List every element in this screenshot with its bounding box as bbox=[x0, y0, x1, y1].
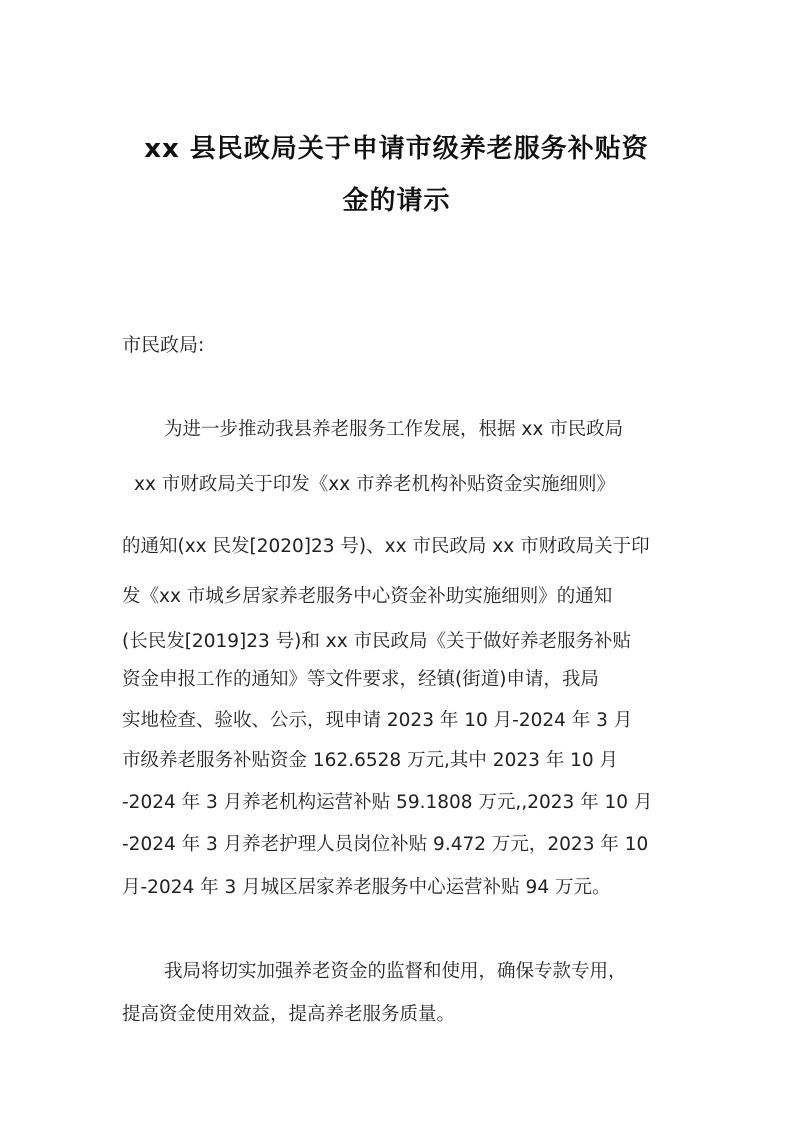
paragraph-line: 市级养老服务补贴资金 162.6528 万元,其中 2023 年 10 月 bbox=[122, 750, 619, 771]
document-title-line-2: 金的请示 bbox=[342, 186, 451, 216]
paragraph-line: -2024 年 3 月养老护理人员岗位补贴 9.472 万元，2023 年 10 bbox=[122, 834, 649, 855]
document-title-line-1: xx 县民政局关于申请市级养老服务补贴资 bbox=[144, 134, 649, 164]
paragraph-line: 提高资金使用效益，提高养老服务质量。 bbox=[122, 1004, 456, 1025]
paragraph-line: 实地检查、验收、公示，现申请 2023 年 10 月-2024 年 3 月 bbox=[122, 710, 633, 731]
salutation: 市民政局: bbox=[122, 334, 205, 356]
paragraph-line: 月-2024 年 3 月城区居家养老服务中心运营补贴 94 万元。 bbox=[122, 877, 611, 898]
paragraph-line: -2024 年 3 月养老机构运营补贴 59.1808 万元,,2023 年 10 月 bbox=[122, 792, 653, 813]
paragraph-line: 的通知(xx 民发[2020]23 号)、xx 市民政局 xx 市财政局关于印 bbox=[122, 536, 650, 557]
paragraph-line: 为进一步推动我县养老服务工作发展，根据 xx 市民政局 bbox=[164, 419, 624, 440]
paragraph-line: (长民发[2019]23 号)和 xx 市民政局《关于做好养老服务补贴 bbox=[122, 631, 632, 652]
paragraph-line: 我局将切实加强养老资金的监督和使用，确保专款专用， bbox=[164, 961, 627, 982]
paragraph-line: 资金申报工作的通知》等文件要求，经镇(街道)申请，我局 bbox=[122, 669, 599, 690]
paragraph-line: xx 市财政局关于印发《xx 市养老机构补贴资金实施细则》 bbox=[134, 474, 616, 495]
paragraph-line: 发《xx 市城乡居家养老服务中心资金补助实施细则》的通知 bbox=[122, 586, 613, 607]
